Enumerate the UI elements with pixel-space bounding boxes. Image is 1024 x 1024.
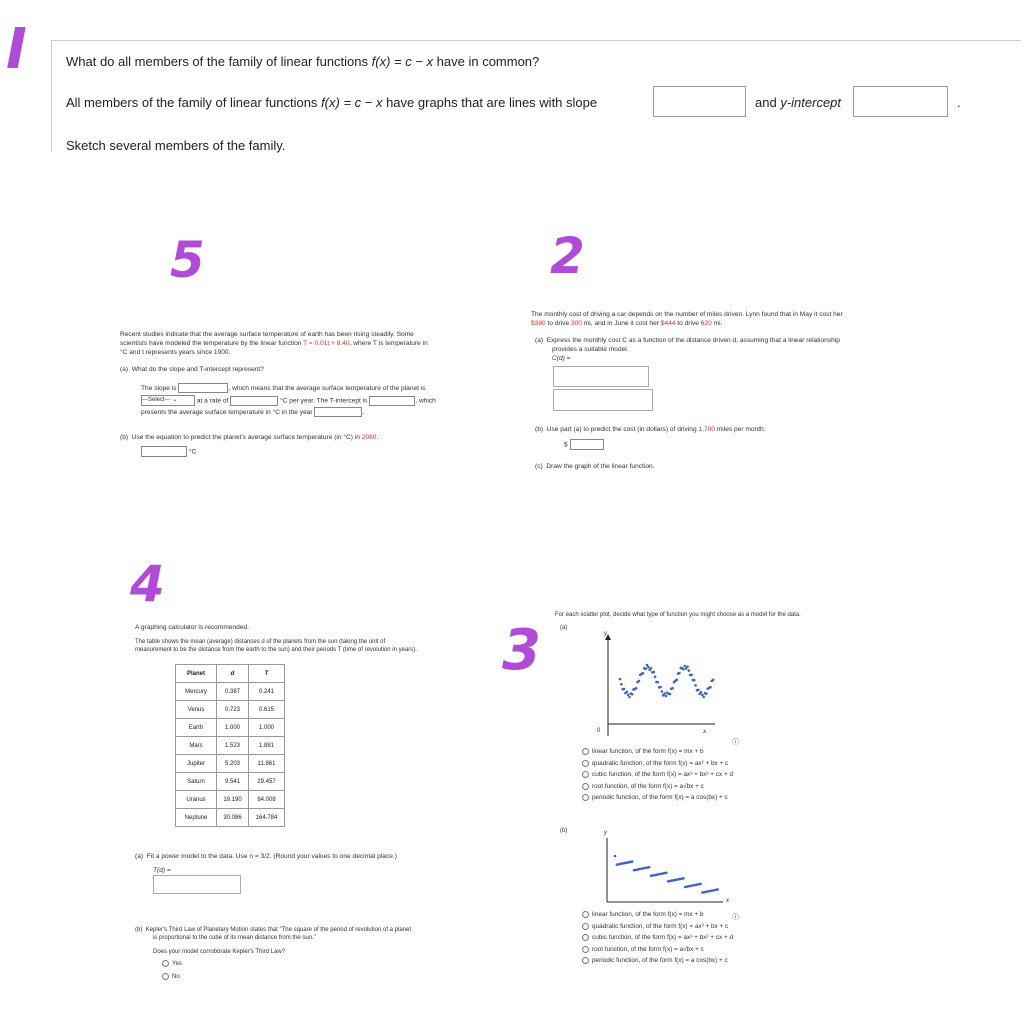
sketch-instruction: Sketch several members of the family. [66, 138, 286, 153]
p3b-option-3[interactable] [582, 946, 704, 953]
header-planet: Planet [176, 665, 217, 683]
plot-a-y-label: y [604, 631, 607, 637]
p2-part-a: (a) Express the monthly cost C as a function of the distance driven d, assuming that a linear relationship provides a suitable model. C(d) = [535, 337, 840, 362]
data-point [648, 866, 651, 869]
p5-year-input[interactable] [314, 407, 362, 417]
p3a-option-2[interactable] [582, 771, 733, 778]
p3-part-b-label: (b) [560, 828, 568, 834]
data-point [623, 688, 626, 691]
top-divider-horizontal [51, 40, 1021, 41]
data-point [716, 888, 719, 891]
data-point [697, 688, 700, 691]
p3a-option-1[interactable] [582, 760, 728, 767]
data-point [619, 678, 622, 681]
planet-table [175, 664, 285, 827]
data-point [620, 683, 623, 686]
data-point [665, 695, 668, 698]
data-point [652, 671, 655, 674]
p4-calc-note: A graphing calculator is recommended. [135, 624, 249, 631]
p5-select-line: ---Select--- ⌄ at a rate of °C per year. The T-intercept is , which [142, 397, 436, 405]
p3-part-a-label: (a) [560, 625, 568, 631]
y-intercept-input[interactable] [853, 86, 948, 117]
data-point [693, 679, 696, 682]
data-point [625, 690, 628, 693]
data-point [627, 693, 630, 696]
p3a-option-3[interactable] [582, 783, 704, 790]
data-point [702, 696, 705, 699]
problem-badge-2: 2 [550, 227, 585, 285]
radio-button[interactable] [582, 957, 589, 964]
p4-part-a: (a) Fit a power model to the data. Use n = 3/2. (Round your values to one decimal place.) [135, 853, 397, 860]
problem-badge-4: 4 [130, 555, 165, 613]
radio-no[interactable] [162, 973, 169, 980]
table-row: Mercury 0.387 0.241 [176, 683, 285, 701]
p3a-option-0[interactable] [582, 748, 704, 755]
data-point [663, 692, 666, 695]
data-point [657, 681, 660, 684]
header-t: T [249, 665, 285, 683]
table-row: Saturn 9.541 29.457 [176, 773, 285, 791]
p4-part-b-question: Does your model corroborate Kepler's Third Law? [153, 949, 286, 955]
header-d: d [217, 665, 249, 683]
data-point [669, 693, 672, 696]
option-label: cubic function, of the form f(x) = ax³ + bx² + cx + d [592, 934, 734, 942]
problem-badge-i: I [6, 17, 27, 82]
data-point [700, 691, 703, 694]
data-point [675, 678, 678, 681]
data-point [665, 871, 668, 874]
table-row: Uranus 19.190 84.008 [176, 791, 285, 809]
slope-input[interactable] [653, 86, 746, 117]
data-point [659, 686, 662, 689]
p3b-option-0[interactable] [582, 911, 704, 918]
data-point [699, 883, 702, 886]
data-point [635, 687, 638, 690]
data-point [631, 693, 634, 696]
p4-td-label: T(d) = [153, 867, 171, 874]
info-icon[interactable]: ⓘ [732, 739, 739, 746]
table-row: Venus 0.723 0.615 [176, 701, 285, 719]
radio-button[interactable] [582, 934, 589, 941]
plot-b-x-label: x [726, 898, 729, 904]
p5-temp-input[interactable] [141, 446, 187, 457]
radio-button[interactable] [582, 911, 589, 918]
radio-yes[interactable] [162, 960, 169, 967]
data-point [678, 672, 681, 675]
answer-line: All members of the family of linear functions f(x) = c − x have graphs that are lines with slope [66, 95, 598, 110]
option-label: quadratic function, of the form f(x) = ax² + bx + c [592, 922, 729, 930]
data-point [686, 665, 689, 668]
scatter-plot-b [595, 830, 745, 920]
data-point [628, 696, 631, 699]
p4-yes-option[interactable]: Yes [162, 960, 182, 969]
data-point [644, 668, 647, 671]
data-point [638, 680, 641, 683]
yint-label: and y-intercept [755, 95, 842, 110]
data-point [642, 672, 645, 675]
option-label: root function, of the form f(x) = a√bx + c [592, 782, 704, 790]
p4-no-option[interactable]: No [162, 973, 180, 982]
p3b-option-1[interactable] [582, 923, 728, 930]
p5-slope-input[interactable] [178, 383, 228, 393]
info-icon[interactable]: ⓘ [732, 914, 739, 921]
plot-a-x-label: x [703, 729, 706, 735]
table-row: Jupiter 5.203 11.861 [176, 755, 285, 773]
data-point [690, 674, 693, 677]
p5-intercept-input[interactable] [369, 396, 415, 406]
problem-badge-5: 5 [170, 231, 205, 289]
data-point [654, 676, 657, 679]
answer-period: . [957, 95, 961, 110]
radio-button[interactable] [582, 748, 589, 755]
p2-part-c: (c) Draw the graph of the linear function. [535, 463, 655, 470]
data-point [650, 667, 653, 670]
table-row: Earth 1.000 1.000 [176, 719, 285, 737]
table-row: Mars 1.523 1.881 [176, 737, 285, 755]
p5-part-a: (a) What do the slope and T-intercept represent? [120, 366, 264, 373]
radio-button[interactable] [582, 923, 589, 930]
table-row: Neptune 30.086 164.784 [176, 809, 285, 827]
p3b-option-4[interactable] [582, 957, 728, 964]
p5-part-b: (b) Use the equation to predict the planet's average surface temperature (in °C) in 2080. [120, 434, 379, 441]
p4-part-b: (b) Kepler's Third Law of Planetary Motion states that "The square of the period of revolution of a planet is proportional to the cube of its mean distance from the sun." [135, 927, 412, 941]
option-label: cubic function, of the form f(x) = ax³ + bx² + cx + d [592, 771, 734, 779]
scatter-plot-a [590, 628, 740, 758]
p5-presents-line: presents the average surface temperature in °C in the year . [141, 408, 365, 416]
data-point [682, 668, 685, 671]
p3a-option-4[interactable] [582, 794, 728, 801]
p3b-option-2[interactable] [582, 934, 733, 941]
p5-slope-line: The slope is , which means that the average surface temperature of the planet is [141, 384, 426, 392]
problem-badge-3: 3 [502, 618, 541, 683]
p2-part-b: (b) Use part (a) to predict the cost (in dollars) of driving 1,700 miles per month. [535, 426, 766, 433]
top-divider-vertical [51, 40, 52, 152]
radio-button[interactable] [582, 771, 589, 778]
radio-button[interactable] [582, 783, 589, 790]
data-point [694, 684, 697, 687]
option-label: linear function, of the form f(x) = mx + b [592, 748, 704, 756]
data-point [709, 686, 712, 689]
p4-td-input[interactable] [153, 875, 241, 894]
data-point [712, 678, 715, 681]
option-label: periodic function, of the form f(x) = a cos(bx) + c [592, 794, 728, 802]
data-point [684, 665, 687, 668]
option-label: linear function, of the form f(x) = mx + b [592, 911, 704, 919]
plot-b-y-label: y [604, 830, 607, 836]
data-point [688, 669, 691, 672]
p2-cd-input[interactable] [553, 366, 649, 387]
p5-intro: Recent studies indicate that the average surface temperature of earth has been rising steadily. Some scientists have modeled the temperature by the linear function T = 0.01t + 8.40, where T is temperature in °C and t represents years since 1900. [120, 331, 428, 356]
data-point [671, 687, 674, 690]
radio-button[interactable] [582, 760, 589, 767]
question-common: What do all members of the family of linear functions f(x) = c − x have in common? [66, 54, 540, 69]
p4-intro: The table shows the mean (average) distances d of the planets from the sun (taking the unit of measurement to be the distance from the earth to the sun) and their periods T (time of revolution in years). [135, 639, 417, 653]
p2-intro: The monthly cost of driving a car depends on the number of miles driven. Lynn found that in May it cost her $380 to drive 300 mi, and in June it cost her $444 to drive 620 mi. [531, 311, 843, 327]
data-point [705, 692, 708, 695]
option-label: quadratic function, of the form f(x) = ax² + bx + c [592, 759, 729, 767]
p5-rate-input[interactable] [230, 396, 278, 406]
data-point [661, 690, 664, 693]
p2-work-area[interactable] [553, 389, 653, 411]
data-point [614, 855, 617, 858]
data-point [682, 877, 685, 880]
p5-select[interactable]: ---Select--- ⌄ [141, 395, 195, 406]
p3-intro: For each scatter plot, decide what type of function you might choose as a model for the data. [555, 612, 801, 618]
option-label: root function, of the form f(x) = a√bx + c [592, 945, 704, 953]
p2-cost-answer: $ [564, 439, 604, 450]
data-point [647, 666, 650, 669]
data-point [631, 860, 634, 863]
plot-a-zero-label: 0 [597, 728, 601, 734]
option-label: periodic function, of the form f(x) = a cos(bx) + c [592, 957, 728, 965]
radio-button[interactable] [582, 794, 589, 801]
radio-button[interactable] [582, 946, 589, 953]
p2-cost-input[interactable] [570, 439, 604, 450]
p5-temp-answer: °C [141, 446, 196, 457]
